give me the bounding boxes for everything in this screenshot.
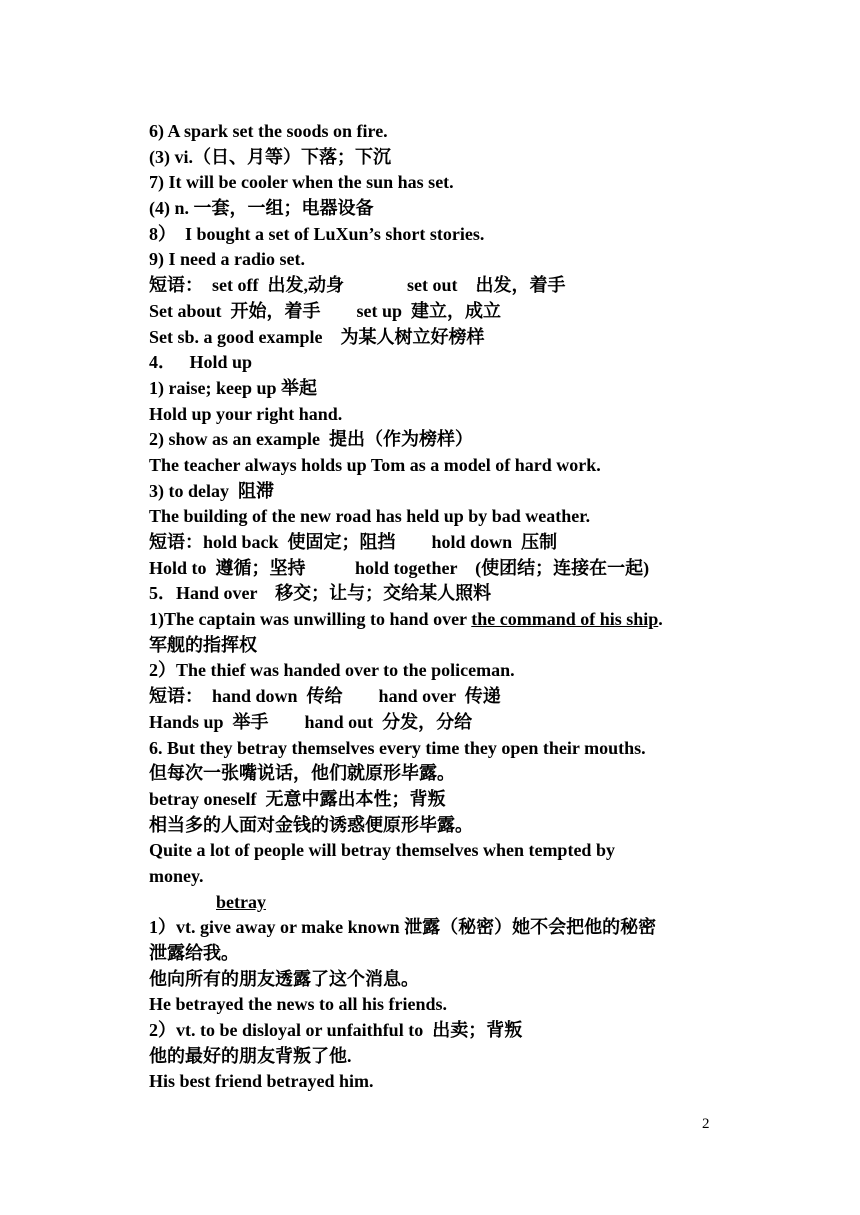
- section-heading: 5．Hand over 移交；让与；交给某人照料: [149, 583, 492, 604]
- text-line: 他的最好的朋友背叛了他.: [149, 1045, 352, 1066]
- text-line: 6. But they betray themselves every time they open their mouths.: [149, 737, 646, 758]
- text-line: betray oneself 无意中露出本性；背叛: [149, 788, 446, 809]
- text-line: 8） I bought a set of LuXun’s short stories.: [149, 223, 485, 244]
- text-line: The building of the new road has held up by bad weather.: [149, 506, 591, 527]
- text-segment: 1)The captain was unwilling to hand over: [149, 609, 472, 630]
- page-number: 2: [702, 1116, 710, 1132]
- text-line: Hold to 遵循；坚持 hold together (使团结；连接在一起): [149, 557, 650, 578]
- text-line: 短语：hold back 使固定；阻挡 hold down 压制: [149, 532, 558, 552]
- text-line: (4) n. 一套，一组；电器设备: [149, 198, 374, 219]
- text-line: 泄露给我。: [149, 943, 239, 963]
- text-line: 2) show as an example 提出（作为榜样）: [149, 429, 474, 450]
- text-line: 短语： set off 出发,动身 set out 出发，着手: [149, 275, 566, 296]
- text-line: 但每次一张嘴说话，他们就原形毕露。: [149, 763, 455, 784]
- text-line: 相当多的人面对金钱的诱惑便原形毕露。: [149, 814, 473, 835]
- text-line: 2）The thief was handed over to the policeman.: [149, 660, 515, 681]
- text-line: money.: [149, 865, 204, 886]
- text-line: 7) It will be cooler when the sun has set.: [149, 172, 454, 193]
- text-line: 他向所有的朋友透露了这个消息。: [149, 968, 419, 989]
- text-line: (3) vi.（日、月等）下落；下沉: [149, 146, 391, 167]
- document-body: [149, 119, 749, 1095]
- text-line: Hands up 举手 hand out 分发，分给: [149, 711, 473, 732]
- text-line: 1) raise; keep up 举起: [149, 377, 317, 398]
- text-line: 9) I need a radio set.: [149, 249, 305, 270]
- text-line: 3) to delay 阻滞: [149, 480, 274, 501]
- text-segment: .: [658, 609, 663, 630]
- section-heading: 4． Hold up: [149, 352, 253, 373]
- text-line: Set about 开始，着手 set up 建立，成立: [149, 300, 502, 321]
- text-line: The teacher always holds up Tom as a model of hard work.: [149, 454, 601, 475]
- text-line: Quite a lot of people will betray themselves when tempted by: [149, 840, 615, 861]
- text-line: 2）vt. to be disloyal or unfaithful to 出卖；背叛: [149, 1020, 523, 1041]
- text-line: 1）vt. give away or make known 泄露（秘密）她不会把他的秘密: [149, 917, 657, 938]
- text-line: Hold up your right hand.: [149, 403, 343, 424]
- text-line: His best friend betrayed him.: [149, 1071, 374, 1092]
- text-line: [149, 890, 749, 916]
- text-line: 军舰的指挥权: [149, 634, 257, 655]
- underlined-phrase: the command of his ship: [471, 609, 659, 630]
- text-line: He betrayed the news to all his friends.: [149, 994, 447, 1015]
- text-line: 短语： hand down 传给 hand over 传递: [149, 686, 501, 707]
- text-line: [149, 607, 749, 633]
- text-line: Set sb. a good example 为某人树立好榜样: [149, 326, 485, 347]
- text-line: 6) A spark set the soods on fire.: [149, 121, 388, 141]
- underlined-heading: betray: [216, 891, 266, 912]
